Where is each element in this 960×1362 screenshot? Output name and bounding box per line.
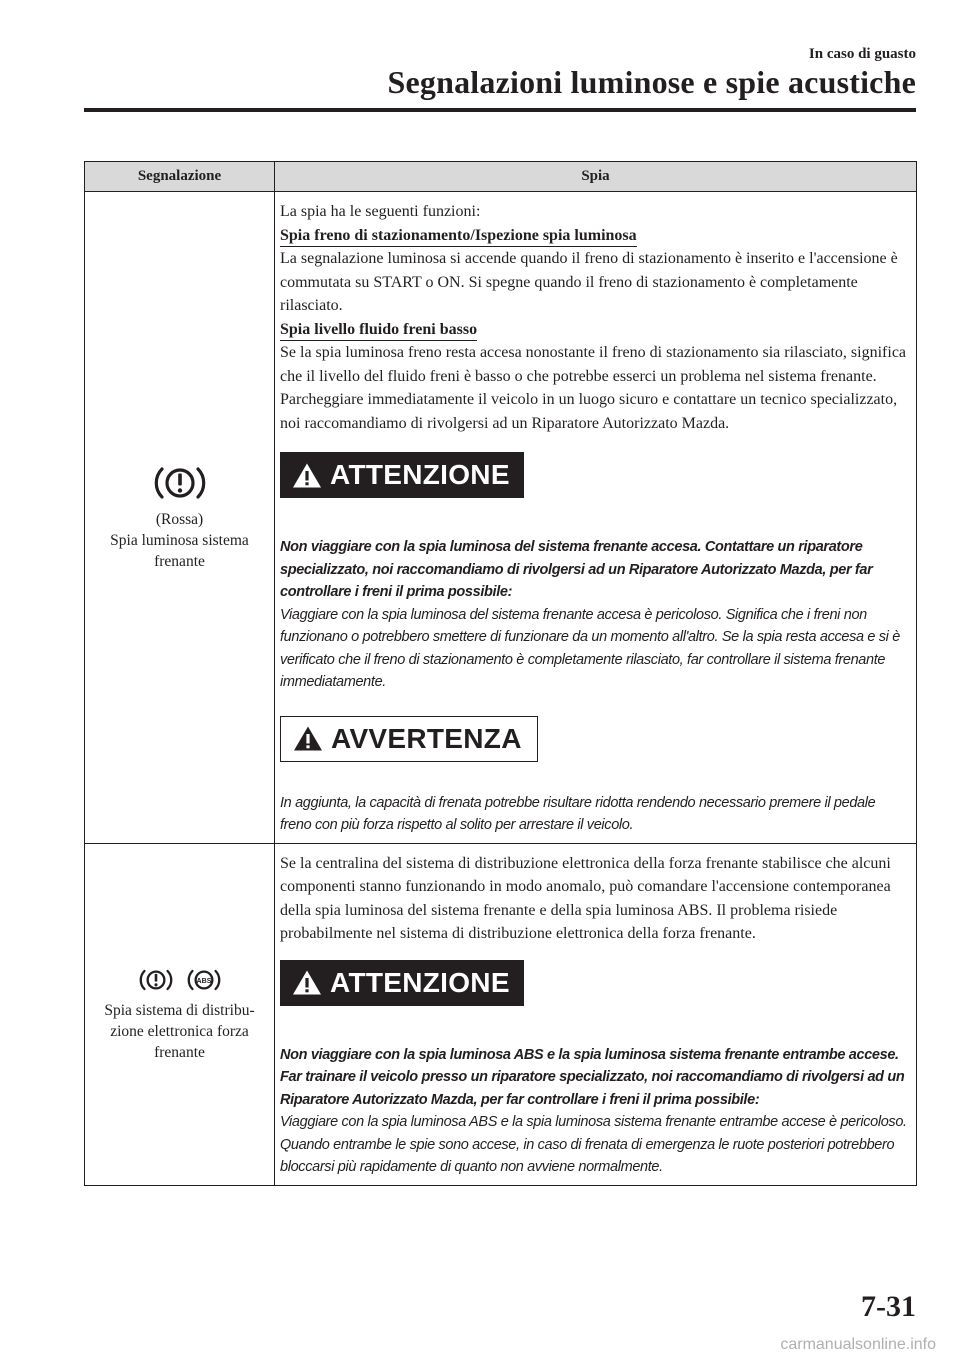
brake-warning-icon xyxy=(138,966,174,994)
signal-label-line: zione elettronica forza xyxy=(110,1022,249,1040)
subheading-brake-fluid: Spia livello fluido freni basso xyxy=(280,319,477,341)
warning-text: Viaggiare con la spia luminosa ABS e la spia luminosa sistema frenante entrambe accese è pericoloso. xyxy=(280,1114,907,1130)
section-title: In caso di guasto xyxy=(808,46,916,62)
caution-label: AVVERTENZA xyxy=(331,722,522,754)
signal-label-line: frenante xyxy=(154,552,205,570)
paragraph: Se la spia luminosa freno resta accesa nonostante il freno di stazionamento sia rilasciato, significa che il livello del fluido freni è basso o che potrebbe esserci un problema nel sistema frenante. Parcheggiare immediatamente il veicolo in un luogo sicuro e contattare un tecnico specializzato, noi raccomandiamo di rivolgersi ad un Riparatore Autorizzato Mazda. xyxy=(280,344,907,432)
signal-label-line: Spia luminosa sistema xyxy=(110,531,249,549)
table-row xyxy=(85,192,917,844)
caution-text: In aggiunta, la capacità di frenata potrebbe risultare ridotta rendendo necessario premere il pedale freno con più forza rispetto al solito per arrestare il veicolo. xyxy=(280,794,876,833)
warning-triangle-icon xyxy=(292,462,322,489)
watermark: carmanualsonline.info xyxy=(780,1336,936,1353)
warning-label-box xyxy=(280,960,524,1006)
warning-bold-text: Non viaggiare con la spia luminosa ABS e la spia luminosa sistema frenante entrambe accese. Far trainare il veicolo presso un riparatore specializzato, noi raccomandiamo di rivolgersi ad un Riparatore Autorizzato Mazda, per far controllare i freni il prima possibile: xyxy=(280,1046,905,1108)
table-row xyxy=(85,843,917,1185)
abs-icon-label: ABS xyxy=(196,977,211,985)
warning-text: Quando entrambe le spie sono accese, in caso di frenata di emergenza le ruote posteriori potrebbero bloccarsi più rapidamente di quanto non avviene normalmente. xyxy=(280,1136,895,1175)
abs-warning-icon xyxy=(186,966,222,994)
signal-label-line: frenante xyxy=(154,1043,205,1061)
signal-color: (Rossa) xyxy=(155,510,204,528)
table-header-row xyxy=(85,162,917,192)
description-cell xyxy=(275,843,917,1185)
page-header xyxy=(0,0,960,115)
paragraph: Se la centralina del sistema di distribuzione elettronica della forza frenante stabilisce che alcuni componenti stanno funzionando in modo anomalo, può comandare l'accensione contemporanea della spia luminosa del sistema frenante e della spia luminosa ABS. Il problema risiede probabilmente nel sistema di distribuzione elettronica della forza frenante. xyxy=(280,854,891,942)
signal-cell xyxy=(85,192,275,844)
warning-label: ATTENZIONE xyxy=(330,459,510,491)
header-rule xyxy=(84,108,916,112)
warning-bold-text: Non viaggiare con la spia luminosa del sistema frenante accesa. Contattare un riparatore specializzato, noi raccomandiamo di rivolgersi ad un Riparatore Autorizzato Mazda, per far controllare i freni il prima possibile: xyxy=(280,539,873,600)
warning-text: Viaggiare con la spia luminosa del sistema frenante accesa è pericoloso. Significa che i freni non funzionano o potrebbero smettere di funzionare da un momento all'altro. Se la spia resta accesa e si è verificato che il freno di stazionamento è completamente rilasciato, far controllare il sistema frenante immediatamente. xyxy=(280,606,900,690)
signal-cell xyxy=(85,843,275,1185)
warning-triangle-icon xyxy=(292,969,322,996)
brake-warning-icon xyxy=(152,463,208,503)
subheading-parking-brake: Spia freno di stazionamento/Ispezione spia luminosa xyxy=(280,225,637,247)
intro-text: La spia ha le seguenti funzioni: xyxy=(280,203,481,220)
description-cell xyxy=(275,192,917,844)
page-number: 7-31 xyxy=(861,1290,916,1323)
caution-label-box xyxy=(280,716,538,762)
warning-label-box xyxy=(280,452,524,498)
warning-label: ATTENZIONE xyxy=(330,966,510,998)
paragraph: La segnalazione luminosa si accende quando il freno di stazionamento è inserito e l'accensione è commutata su START o ON. Si spegne quando il freno di stazionamento è completamente rilasciato. xyxy=(280,250,898,314)
column-header-light: Spia xyxy=(275,162,917,192)
signal-label-line: Spia sistema di distribu- xyxy=(104,1001,255,1019)
caution-triangle-icon xyxy=(293,725,323,752)
warning-lights-table xyxy=(84,161,917,1186)
column-header-signal: Segnalazione xyxy=(85,162,275,192)
page-title: Segnalazioni luminose e spie acustiche xyxy=(387,64,916,100)
